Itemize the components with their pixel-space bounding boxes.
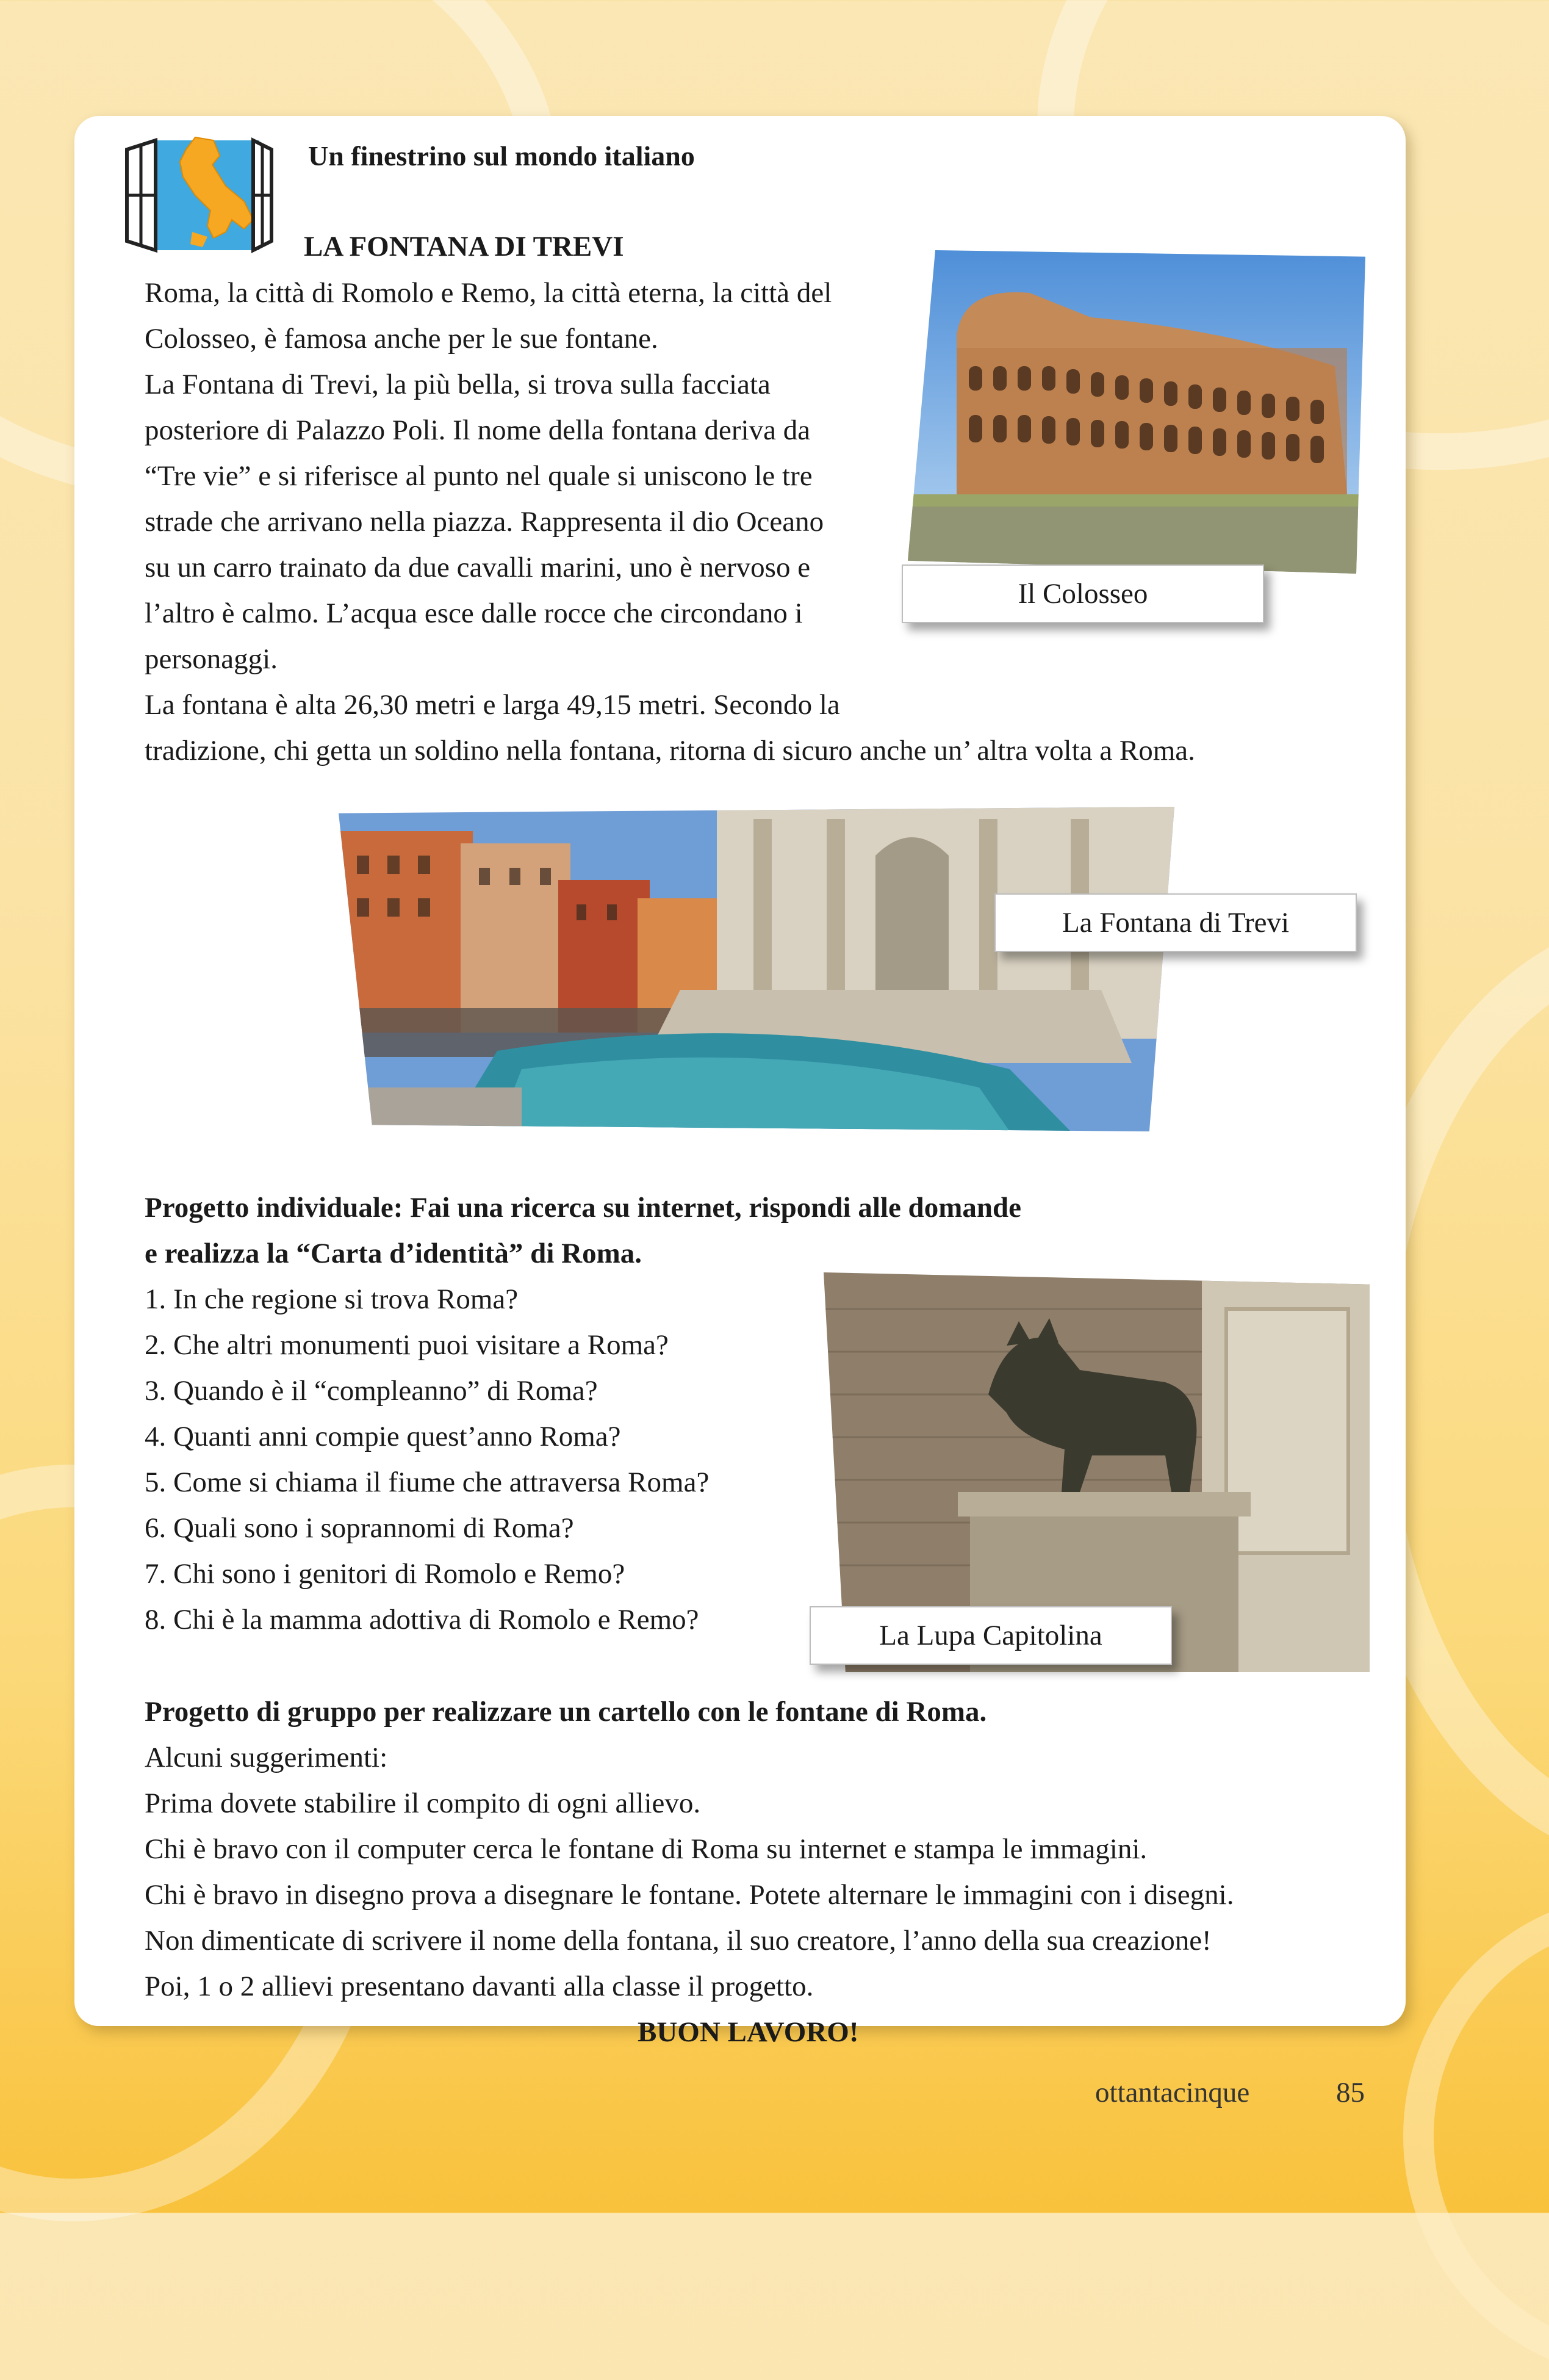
article-line: La fontana è alta 26,30 metri e larga 49,15 metri. Secondo la — [145, 689, 840, 721]
section-title: Un finestrino sul mondo italiano — [308, 140, 695, 171]
question-item: 3. Quando è il “compleanno” di Roma? — [145, 1375, 598, 1407]
group-project-line: Chi è bravo con il computer cerca le fontane di Roma su internet e stampa le immagini. — [145, 1833, 1148, 1865]
group-project-line: Chi è bravo in disegno prova a disegnare le fontane. Potete alternare le immagini con i disegni. — [145, 1879, 1234, 1911]
article-line: Roma, la città di Romolo e Remo, la città eterna, la città del — [145, 277, 832, 309]
lupa-caption: La Lupa Capitolina — [810, 1606, 1172, 1665]
group-project-heading: Progetto di gruppo per realizzare un cartello con le fontane di Roma. — [145, 1696, 987, 1728]
trevi-caption: La Fontana di Trevi — [994, 893, 1357, 952]
individual-project-heading: Progetto individuale: Fai una ricerca su internet, rispondi alle domande — [145, 1192, 1021, 1224]
window-italy-icon — [122, 128, 275, 256]
article-line: strade che arrivano nella piazza. Rappresenta il dio Oceano — [145, 506, 824, 538]
question-item: 1. In che regione si trova Roma? — [145, 1283, 519, 1315]
question-item: 8. Chi è la mamma adottiva di Romolo e Remo? — [145, 1604, 699, 1635]
article-line: La Fontana di Trevi, la più bella, si trova sulla facciata — [145, 369, 771, 400]
article-line: su un carro trainato da due cavalli marini, uno è nervoso e — [145, 552, 811, 583]
group-project-line: Alcuni suggerimenti: — [145, 1742, 388, 1773]
article-line: posteriore di Palazzo Poli. Il nome della fontana deriva da — [145, 414, 811, 446]
group-project-line: Prima dovete stabilire il compito di ogni allievo. — [145, 1787, 701, 1819]
article-title: LA FONTANA DI TREVI — [304, 231, 624, 262]
group-project-line: Non dimenticate di scrivere il nome della fontana, il suo creatore, l’anno della sua creazione! — [145, 1925, 1212, 1956]
colosseum-caption: Il Colosseo — [902, 564, 1264, 623]
colosseum-photo — [908, 250, 1365, 574]
article-line: personaggi. — [145, 643, 278, 675]
group-project-line: Poi, 1 o 2 allievi presentano davanti alla classe il progetto. — [145, 1971, 814, 2002]
page-word: ottantacinque — [1095, 2077, 1250, 2108]
question-item: 7. Chi sono i genitori di Romolo e Remo? — [145, 1558, 625, 1590]
individual-project-heading: e realizza la “Carta d’identità” di Roma. — [145, 1238, 642, 1269]
article-line: l’altro è calmo. L’acqua esce dalle rocce che circondano i — [145, 597, 803, 629]
background-swirl — [1403, 1892, 1549, 2380]
question-item: 5. Come si chiama il fiume che attraversa Roma? — [145, 1466, 710, 1498]
trevi-fountain-photo — [339, 807, 1174, 1131]
question-item: 4. Quanti anni compie quest’anno Roma? — [145, 1421, 621, 1452]
question-item: 2. Che altri monumenti puoi visitare a Roma? — [145, 1329, 669, 1361]
page-number: 85 — [1336, 2077, 1365, 2108]
question-item: 6. Quali sono i soprannomi di Roma? — [145, 1512, 574, 1544]
article-line: Colosseo, è famosa anche per le sue fontane. — [145, 323, 658, 355]
article-line: “Tre vie” e si riferisce al punto nel quale si uniscono le tre — [145, 460, 813, 492]
article-line: tradizione, chi getta un soldino nella fontana, ritorna di sicuro anche un’ altra volta a Roma. — [145, 735, 1195, 766]
closing-line: BUON LAVORO! — [638, 2016, 859, 2048]
